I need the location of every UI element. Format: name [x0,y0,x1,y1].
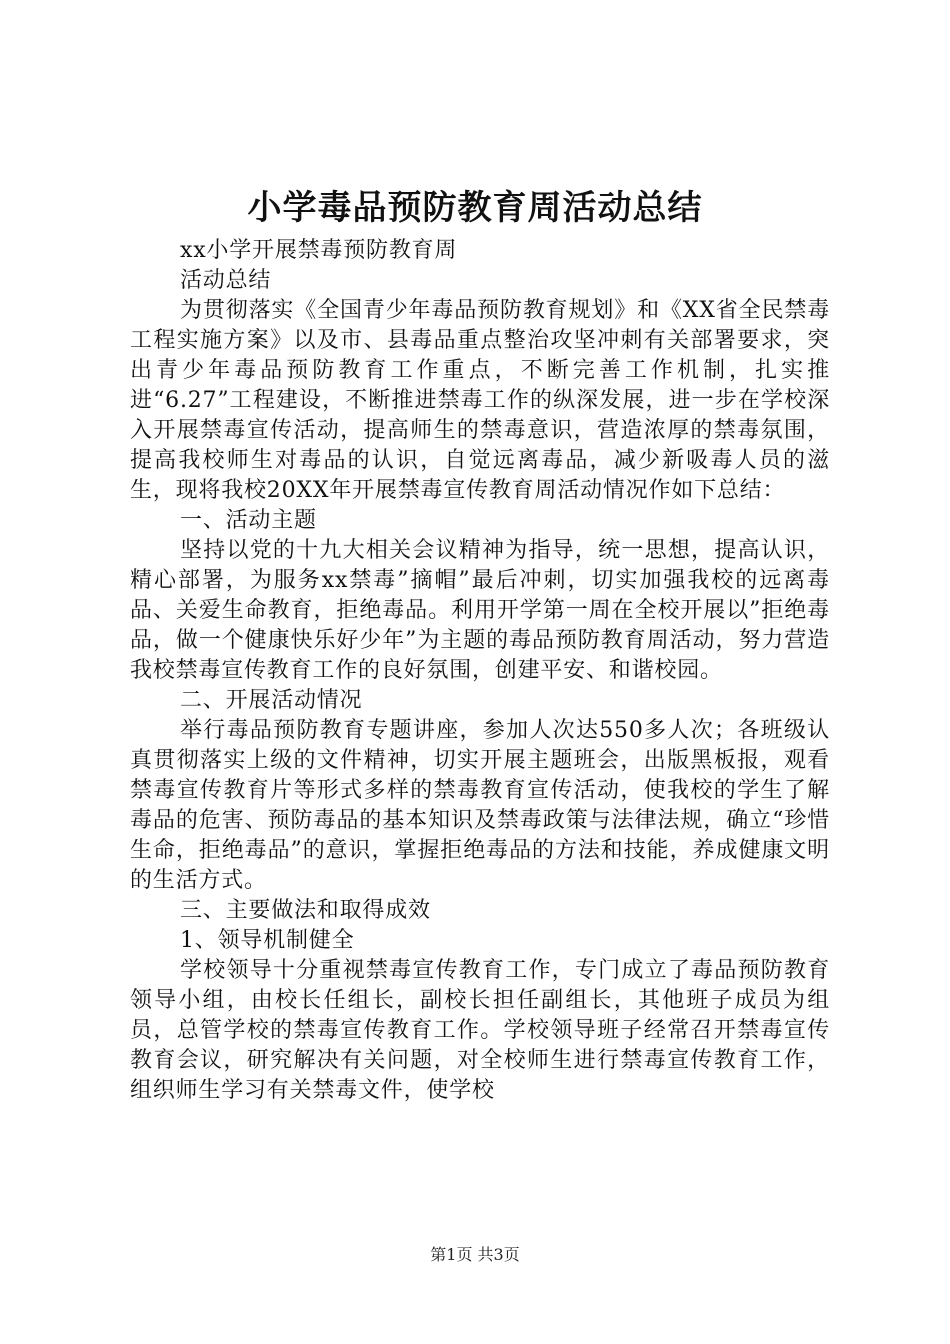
section-heading-theme: 一、活动主题 [180,508,317,533]
page-footer: 第1页 共3页 [430,1245,520,1264]
subtitle-line-1: xx小学开展禁毒预防教育周 [180,238,458,263]
document-body [130,236,830,1106]
document-title: 小学毒品预防教育周活动总结 [247,188,703,228]
section-heading-activities: 二、开展活动情况 [180,688,363,713]
section-heading-practices: 三、主要做法和取得成效 [180,898,431,923]
activities-paragraph: 举行毒品预防教育专题讲座，参加人次达550多人次；各班级认真贯彻落实上级的文件精神，切实开展主题班会，出版黑板报，观看禁毒宣传教育片等形式多样的禁毒教育宣传活动，使我校的学生了解毒品的危害、预防毒品的基本知识及禁毒政策与法律法规，确立“珍惜生命，拒绝毒品”的意识，掌握拒绝毒品的方法和技能，养成健康文明的生活方式。 [130,718,830,893]
theme-paragraph: 坚持以党的十九大相关会议精神为指导，统一思想，提高认识，精心部署，为服务xx禁毒”摘帽”最后冲刺，切实加强我校的远离毒品、关爱生命教育，拒绝毒品。利用开学第一周在全校开展以”拒绝毒品，做一个健康快乐好少年”为主题的毒品预防教育周活动，努力营造我校禁毒宣传教育工作的良好氛围，创建平安、和谐校园。 [130,538,830,683]
subsection-heading-leadership: 1、领导机制健全 [180,928,355,953]
leadership-paragraph: 学校领导十分重视禁毒宣传教育工作，专门成立了毒品预防教育领导小组，由校长任组长，副校长担任副组长，其他班子成员为组员，总管学校的禁毒宣传教育工作。学校领导班子经常召开禁毒宣传教育会议，研究解决有关问题，对全校师生进行禁毒宣传教育工作，组织师生学习有关禁毒文件，使学校 [130,958,830,1103]
intro-paragraph: 为贯彻落实《全国青少年毒品预防教育规划》和《XX省全民禁毒工程实施方案》以及市、县毒品重点整治攻坚冲刺有关部署要求，突出青少年毒品预防教育工作重点，不断完善工作机制，扎实推进“6.27”工程建设，不断推进禁毒工作的纵深发展，进一步在学校深入开展禁毒宣传活动，提高师生的禁毒意识，营造浓厚的禁毒氛围，提高我校师生对毒品的认识，自觉远离毒品，减少新吸毒人员的滋生，现将我校20XX年开展禁毒宣传教育周活动情况作如下总结： [130,298,830,503]
subtitle-line-2: 活动总结 [180,268,272,293]
